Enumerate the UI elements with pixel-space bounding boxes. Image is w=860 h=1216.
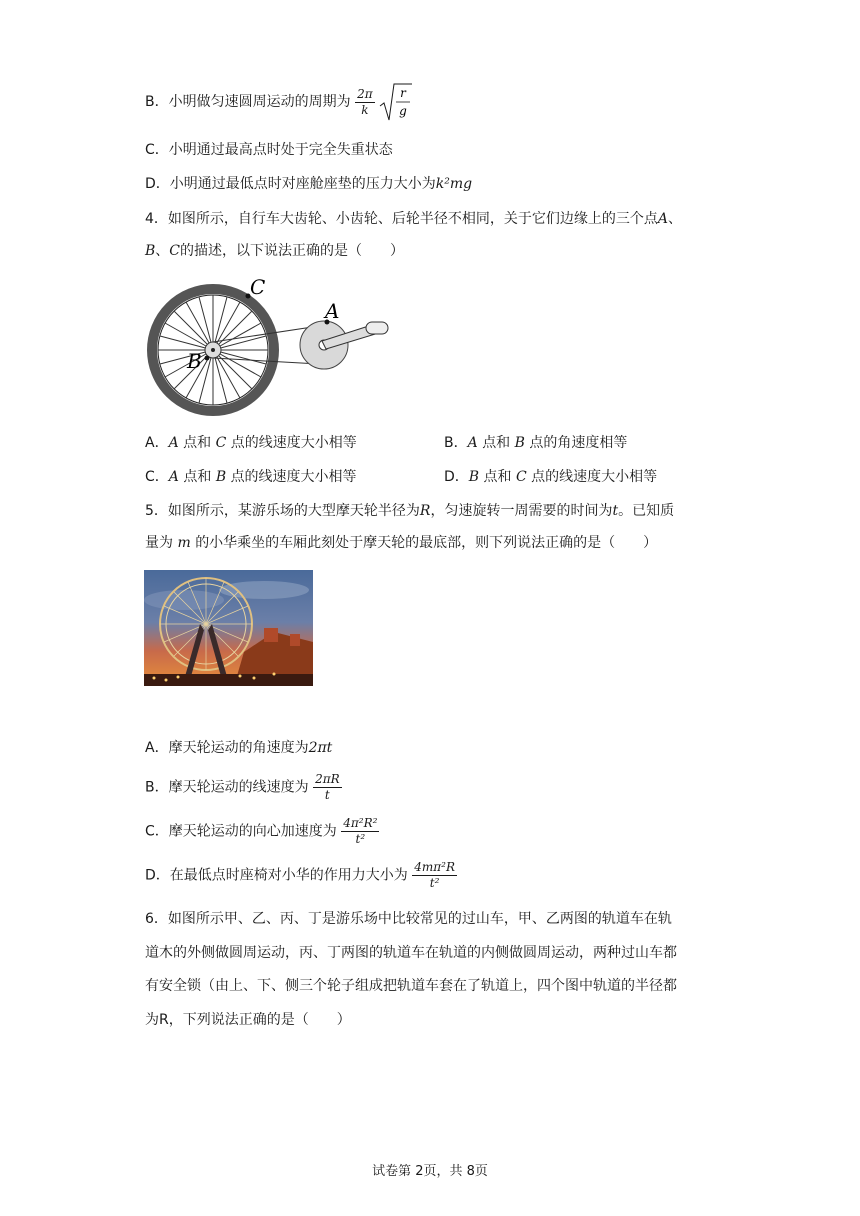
point-b-dot [205,356,210,361]
sqrt-symbol [379,82,413,122]
q5-stem-line1: 5．如图所示，某游乐场的大型摩天轮半径为R，匀速旋转一周需要的时间为t。已知质 [145,503,675,519]
ferris-wheel-photo [144,570,313,686]
bicycle-gear-figure [144,270,394,420]
sqrt-denominator: g [399,104,407,118]
q5-option-b: B．摩天轮运动的线速度为 $\frac{2\pi R}{t}$ [145,772,340,802]
label-c: C [250,275,266,299]
q5-option-b-fraction: $\frac{2\pi R}{t}$ [315,772,340,802]
q3-option-b-fraction: $\frac{2\pi}{k}$ [357,86,373,117]
q5-option-a: A．摩天轮运动的角速度为2πt [145,740,333,756]
q5-option-d-fraction: $\frac{\text{4mπ²R}}{\text{t²}}$ [414,860,455,890]
pedal [366,322,388,334]
q4-option-a: A．A 点和 C 点的线速度大小相等 [145,435,357,451]
q6-stem-line2: 道木的外侧做圆周运动，丙、丁两图的轨道车在轨道的内侧做圆周运动，两种过山车都 [145,945,677,961]
q5-option-d: D．在最低点时座椅对小华的作用力大小为 $\frac{\text{4mπ²R}}{\text{t²}}$ [145,860,455,890]
sqrt-numerator: r [400,86,406,100]
label-a: A [325,299,340,323]
q5-option-c: C．摩天轮运动的向心加速度为 $\frac{\text{4π²R²}}{\text{t²}}$ [145,816,378,846]
q6-stem-line1: 6．如图所示甲、乙、丙、丁是游乐场中比较常见的过山车，甲、乙两图的轨道车在轨 [145,911,672,927]
q5-option-c-fraction: $\frac{\text{4π²R²}}{\text{t²}}$ [343,816,378,846]
q6-stem-line4: 为R，下列说法正确的是（ ） [145,1012,351,1028]
q6-stem-line3: 有安全锁（由上、下、侧三个轮子组成把轨道车套在了轨道上，四个图中轨道的半径都 [145,978,677,994]
page-footer: 试卷第 2页，共 8页 [372,1164,488,1179]
q3-option-c: C．小明通过最高点时处于完全失重状态 [145,142,393,158]
q3-option-b: B．小明做匀速圆周运动的周期为 $\frac{2\pi}{k}$ r g [145,82,413,122]
q4-option-c: C．A 点和 B 点的线速度大小相等 [145,469,357,485]
q5-stem-line2: 量为 m 的小华乘坐的车厢此刻处于摩天轮的最底部，则下列说法正确的是（ ） [145,535,658,551]
q4-stem-line1: 4．如图所示，自行车大齿轮、小齿轮、后轮半径不相同，关于它们边缘上的三个点A、 [145,211,683,227]
q4-option-b: B．A 点和 B 点的角速度相等 [444,435,628,451]
q4-option-d: D．B 点和 C 点的线速度大小相等 [444,469,658,485]
q4-stem-line2: B、C的描述，以下说法正确的是（ ） [145,243,405,259]
label-b: B [187,349,202,373]
q3-option-d: D．小明通过最低点时对座舱座垫的压力大小为k²mg [145,176,473,192]
